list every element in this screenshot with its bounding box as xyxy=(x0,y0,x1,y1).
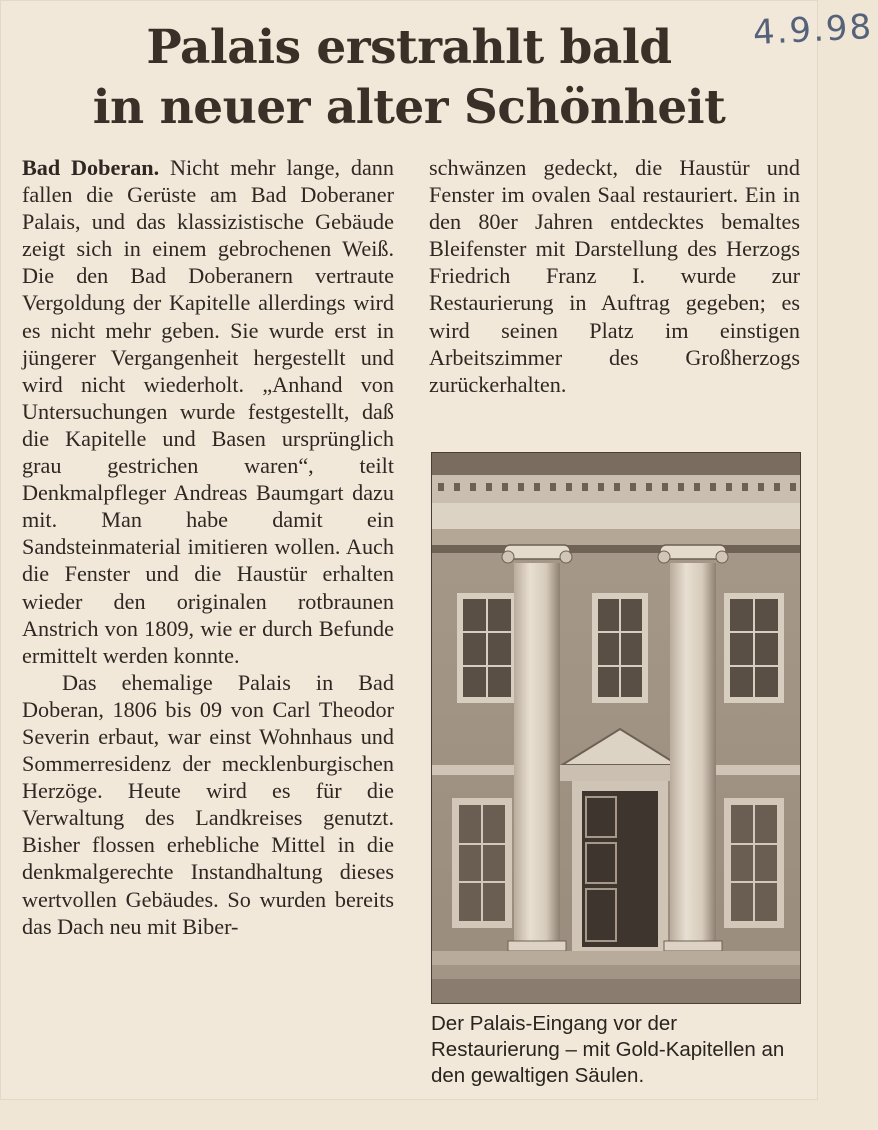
article-dateline: Bad Doberan. xyxy=(22,155,160,180)
article-paragraph-1 xyxy=(22,154,394,669)
headline xyxy=(0,18,818,138)
palais-entrance-photo xyxy=(431,452,801,1004)
article-paragraph-2: Das ehemalige Palais in Bad Doberan, 1806 bis 09 von Carl Theodor Severin erbaut, war einst Wohnhaus und Sommerresidenz der mecklenburgischen Herzöge. Heute wird es für die Verwaltung des Landkreises genutzt. Bisher flossen erhebliche Mittel in die denkmalgerechte Instandhaltung dieses wertvollen Gebäudes. So wurden bereits das Dach neu mit Biber- xyxy=(22,669,394,939)
article-column-right xyxy=(429,154,800,398)
photo-caption: Der Palais-Eingang vor der Restaurierung – mit Gold-Kapitellen an den gewaltigen Säulen. xyxy=(431,1012,785,1087)
handwritten-date: 4.9.98 xyxy=(752,6,875,54)
headline-line-1: Palais erstrahlt bald xyxy=(146,20,672,75)
article-column-left xyxy=(22,154,394,940)
article-paragraph-3: schwänzen gedeckt, die Haustür und Fenster im ovalen Saal restauriert. Ein in den 80er Jahren entdecktes bemaltes Bleifenster mit Darstellung des Herzogs Friedrich Franz I. wurde zur Restaurierung in Auftrag gegeben; es wird seinen Platz im einstigen Arbeitszimmer des Großherzogs zurückerhalten. xyxy=(429,155,800,397)
headline-line-2: in neuer alter Schönheit xyxy=(92,80,726,135)
article-paragraph-1-text: Nicht mehr lange, dann fallen die Gerüste am Bad Doberaner Palais, und das klassizistische Gebäude zeigt sich in einem gebrochenen Weiß. Die den Bad Doberanern vertraute Vergoldung der Kapitelle allerdings wird es nicht mehr geben. Sie wurde erst in jüngerer Vergangenheit hergestellt und wird nicht wiederholt. „Anhand von Untersuchungen wurde festgestellt, daß die Kapitelle und Basen ursprünglich grau gestrichen waren“, teilt Denkmalpfleger Andreas Baumgart dazu mit. Man habe damit ein Sandsteinmaterial imitieren wollen. Auch die Fenster und die Haustür erhalten wieder den originalen rotbraunen Anstrich von 1809, wie er durch Befunde ermittelt werden konnte. xyxy=(22,155,394,668)
